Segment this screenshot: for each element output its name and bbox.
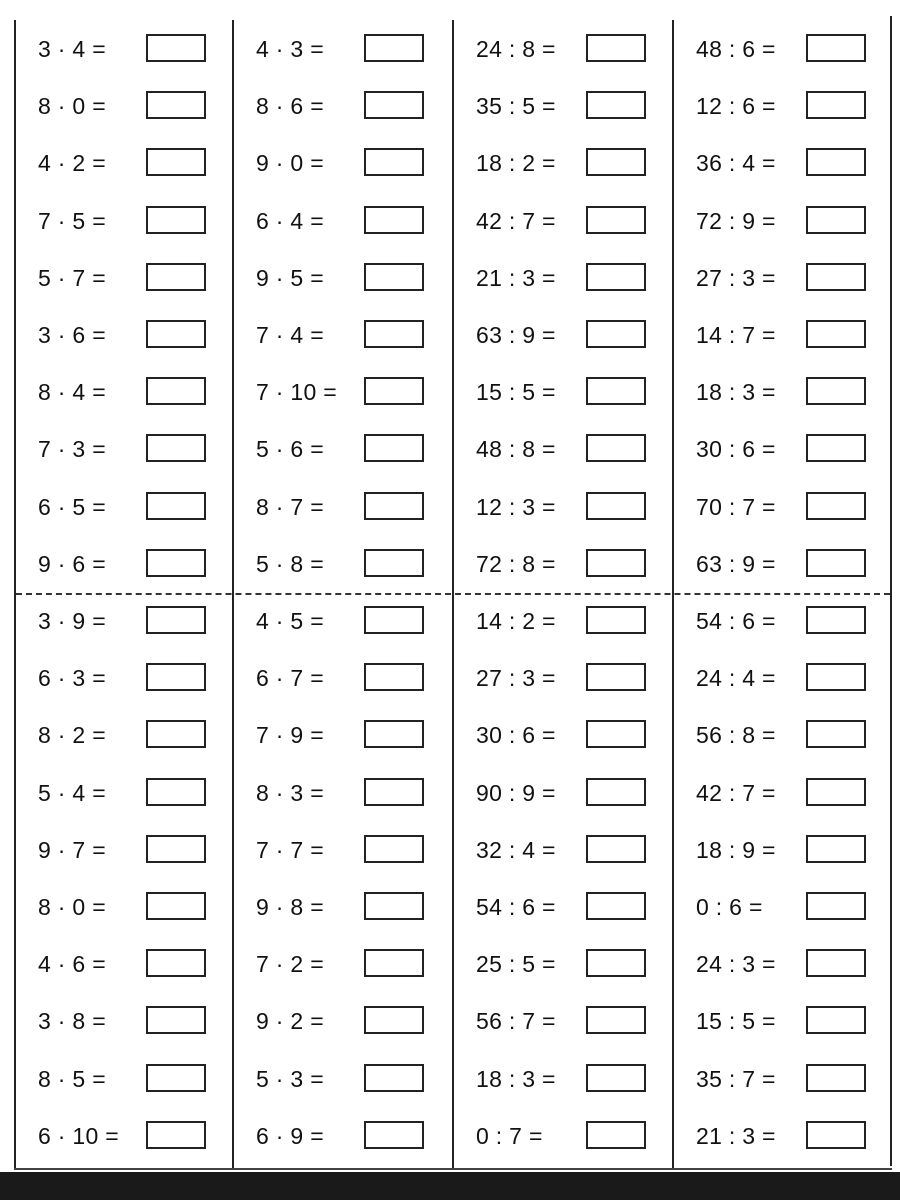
- problem-row: [234, 142, 452, 178]
- problem-expression: 18 : 2 =: [476, 150, 556, 177]
- problem-row: [674, 314, 892, 350]
- problem-row: [674, 1115, 892, 1151]
- answer-box[interactable]: [364, 434, 424, 462]
- problem-row: [16, 1058, 234, 1094]
- problem-expression: 27 : 3 =: [696, 264, 776, 291]
- problem-row: [674, 1000, 892, 1036]
- problem-row: [454, 1115, 672, 1151]
- problem-row: [454, 257, 672, 293]
- answer-box[interactable]: [146, 549, 206, 577]
- problem-expression: 9 · 8 =: [256, 894, 324, 920]
- answer-box[interactable]: [146, 320, 206, 348]
- problem-expression: 8 · 5 =: [38, 1065, 106, 1092]
- problem-expression: 7 · 4 =: [256, 322, 324, 348]
- problem-expression: 18 : 3 =: [476, 1065, 556, 1092]
- problem-expression: 12 : 3 =: [476, 493, 556, 520]
- answer-box[interactable]: [806, 492, 866, 520]
- problem-row: [16, 142, 234, 178]
- problem-row: [16, 257, 234, 293]
- problem-row: [454, 657, 672, 693]
- answer-box[interactable]: [364, 206, 424, 234]
- problem-row: [234, 1058, 452, 1094]
- problem-row: [234, 428, 452, 464]
- problem-expression: 30 : 6 =: [476, 722, 556, 749]
- answer-box[interactable]: [586, 148, 646, 176]
- answer-box[interactable]: [364, 91, 424, 119]
- problem-expression: 3 · 4 =: [38, 36, 106, 62]
- problem-expression: 8 · 3 =: [256, 779, 324, 806]
- problem-row: [454, 85, 672, 121]
- answer-box[interactable]: [146, 377, 206, 405]
- answer-box[interactable]: [146, 34, 206, 62]
- problem-expression: 24 : 8 =: [476, 36, 556, 62]
- problem-row: [234, 200, 452, 236]
- problem-expression: 6 · 7 =: [256, 665, 324, 692]
- answer-box[interactable]: [364, 263, 424, 291]
- problem-expression: 25 : 5 =: [476, 951, 556, 978]
- problem-row: [674, 543, 892, 579]
- problem-row: [234, 371, 452, 407]
- problem-row: [674, 1058, 892, 1094]
- answer-box[interactable]: [364, 377, 424, 405]
- problem-expression: 5 · 7 =: [38, 264, 106, 291]
- problem-expression: 9 · 6 =: [38, 550, 106, 577]
- problem-row: [454, 1058, 672, 1094]
- problem-expression: 63 : 9 =: [476, 322, 556, 348]
- problem-row: [16, 1000, 234, 1036]
- answer-box[interactable]: [364, 1121, 424, 1149]
- problem-expression: 48 : 6 =: [696, 36, 776, 62]
- problem-row: [16, 486, 234, 522]
- column-divider-1: [232, 20, 234, 1170]
- answer-box[interactable]: [364, 663, 424, 691]
- answer-box[interactable]: [586, 892, 646, 920]
- answer-box[interactable]: [586, 91, 646, 119]
- problem-expression: 63 : 9 =: [696, 550, 776, 577]
- problem-expression: 70 : 7 =: [696, 493, 776, 520]
- problem-row: [234, 486, 452, 522]
- problem-row: [16, 200, 234, 236]
- problem-expression: 8 · 4 =: [38, 379, 106, 406]
- answer-box[interactable]: [586, 1006, 646, 1034]
- problem-row: [674, 200, 892, 236]
- answer-box[interactable]: [806, 663, 866, 691]
- answer-box[interactable]: [806, 148, 866, 176]
- problem-row: [16, 543, 234, 579]
- problem-row: [16, 657, 234, 693]
- problem-expression: 42 : 7 =: [696, 779, 776, 806]
- answer-box[interactable]: [146, 434, 206, 462]
- problem-expression: 4 · 2 =: [38, 150, 106, 177]
- problem-row: [234, 257, 452, 293]
- problem-row: [454, 943, 672, 979]
- problem-expression: 7 · 7 =: [256, 836, 324, 863]
- problem-expression: 6 · 10 =: [38, 1122, 120, 1149]
- problem-expression: 7 · 5 =: [38, 207, 106, 234]
- problem-row: [674, 371, 892, 407]
- problem-expression: 6 · 4 =: [256, 207, 324, 234]
- answer-box[interactable]: [586, 835, 646, 863]
- problem-expression: 5 · 3 =: [256, 1065, 324, 1092]
- problem-row: [16, 85, 234, 121]
- problem-row: [454, 314, 672, 350]
- answer-box[interactable]: [586, 34, 646, 62]
- problem-row: [674, 943, 892, 979]
- problem-expression: 8 · 7 =: [256, 493, 324, 520]
- problem-expression: 48 : 8 =: [476, 436, 556, 463]
- problem-expression: 9 · 7 =: [38, 836, 106, 863]
- problem-row: [234, 314, 452, 350]
- problem-row: [16, 28, 234, 64]
- answer-box[interactable]: [806, 892, 866, 920]
- answer-box[interactable]: [364, 549, 424, 577]
- problem-expression: 9 · 2 =: [256, 1008, 324, 1035]
- problem-expression: 54 : 6 =: [696, 608, 776, 634]
- problem-row: [454, 28, 672, 64]
- answer-box[interactable]: [146, 1064, 206, 1092]
- problem-row: [16, 772, 234, 808]
- problem-row: [674, 657, 892, 693]
- problem-row: [674, 85, 892, 121]
- answer-box[interactable]: [364, 1006, 424, 1034]
- problem-expression: 7 · 10 =: [256, 379, 338, 406]
- answer-box[interactable]: [806, 263, 866, 291]
- problem-expression: 27 : 3 =: [476, 665, 556, 692]
- problem-row: [16, 314, 234, 350]
- answer-box[interactable]: [146, 778, 206, 806]
- answer-box[interactable]: [364, 492, 424, 520]
- problem-expression: 36 : 4 =: [696, 150, 776, 177]
- problem-expression: 8 · 0 =: [38, 894, 106, 920]
- problem-expression: 42 : 7 =: [476, 207, 556, 234]
- problem-expression: 18 : 9 =: [696, 836, 776, 863]
- bottom-edge-bar: [0, 1172, 900, 1200]
- answer-box[interactable]: [586, 263, 646, 291]
- problem-expression: 15 : 5 =: [696, 1008, 776, 1035]
- problem-row: [234, 1115, 452, 1151]
- answer-box[interactable]: [586, 720, 646, 748]
- problem-row: [16, 829, 234, 865]
- problem-row: [454, 1000, 672, 1036]
- problem-row: [454, 543, 672, 579]
- problem-row: [454, 371, 672, 407]
- problem-expression: 35 : 7 =: [696, 1065, 776, 1092]
- answer-box[interactable]: [364, 320, 424, 348]
- answer-box[interactable]: [364, 148, 424, 176]
- answer-box[interactable]: [146, 949, 206, 977]
- answer-box[interactable]: [364, 720, 424, 748]
- problem-expression: 21 : 3 =: [476, 264, 556, 291]
- answer-box[interactable]: [586, 492, 646, 520]
- problem-expression: 18 : 3 =: [696, 379, 776, 406]
- problem-row: [234, 1000, 452, 1036]
- problem-row: [674, 829, 892, 865]
- problem-expression: 0 : 7 =: [476, 1122, 543, 1149]
- answer-box[interactable]: [364, 835, 424, 863]
- answer-box[interactable]: [586, 1064, 646, 1092]
- problem-expression: 14 : 2 =: [476, 608, 556, 634]
- right-border-line: [890, 16, 892, 1166]
- problem-row: [234, 85, 452, 121]
- bottom-border-line: [14, 1168, 892, 1170]
- answer-box[interactable]: [364, 892, 424, 920]
- problem-row: [234, 829, 452, 865]
- problem-expression: 32 : 4 =: [476, 836, 556, 863]
- answer-box[interactable]: [586, 377, 646, 405]
- problem-expression: 90 : 9 =: [476, 779, 556, 806]
- answer-box[interactable]: [146, 492, 206, 520]
- answer-box[interactable]: [364, 606, 424, 634]
- problem-row: [234, 28, 452, 64]
- problem-row: [16, 943, 234, 979]
- answer-box[interactable]: [806, 377, 866, 405]
- answer-box[interactable]: [586, 663, 646, 691]
- problem-row: [674, 886, 892, 922]
- answer-box[interactable]: [806, 835, 866, 863]
- problem-expression: 14 : 7 =: [696, 322, 776, 348]
- column-divider-2: [452, 20, 454, 1170]
- column-divider-3: [672, 20, 674, 1170]
- problem-row: [234, 886, 452, 922]
- problem-row: [16, 886, 234, 922]
- problem-expression: 24 : 3 =: [696, 951, 776, 978]
- problem-row: [454, 428, 672, 464]
- problem-row: [674, 486, 892, 522]
- problem-row: [16, 1115, 234, 1151]
- problem-row: [674, 714, 892, 750]
- answer-box[interactable]: [806, 320, 866, 348]
- problem-expression: 6 · 9 =: [256, 1122, 324, 1149]
- problem-row: [674, 428, 892, 464]
- answer-box[interactable]: [364, 949, 424, 977]
- answer-box[interactable]: [586, 434, 646, 462]
- answer-box[interactable]: [146, 720, 206, 748]
- problem-expression: 35 : 5 =: [476, 93, 556, 120]
- problem-expression: 0 : 6 =: [696, 894, 763, 920]
- problem-expression: 7 · 9 =: [256, 722, 324, 749]
- problem-expression: 8 · 2 =: [38, 722, 106, 749]
- problem-row: [454, 600, 672, 636]
- problem-expression: 9 · 0 =: [256, 150, 324, 177]
- problem-expression: 24 : 4 =: [696, 665, 776, 692]
- answer-box[interactable]: [364, 1064, 424, 1092]
- answer-box[interactable]: [146, 892, 206, 920]
- answer-box[interactable]: [806, 606, 866, 634]
- section-divider-dashed: [16, 593, 890, 595]
- problem-row: [16, 371, 234, 407]
- problem-expression: 72 : 9 =: [696, 207, 776, 234]
- answer-box[interactable]: [806, 434, 866, 462]
- problem-row: [234, 657, 452, 693]
- answer-box[interactable]: [806, 1121, 866, 1149]
- problem-expression: 6 · 5 =: [38, 493, 106, 520]
- problem-row: [16, 428, 234, 464]
- answer-box[interactable]: [146, 1006, 206, 1034]
- answer-box[interactable]: [586, 606, 646, 634]
- answer-box[interactable]: [146, 606, 206, 634]
- problem-row: [234, 600, 452, 636]
- problem-row: [234, 543, 452, 579]
- problem-expression: 3 · 6 =: [38, 322, 106, 348]
- problem-row: [674, 600, 892, 636]
- answer-box[interactable]: [806, 949, 866, 977]
- answer-box[interactable]: [586, 549, 646, 577]
- problem-expression: 3 · 8 =: [38, 1008, 106, 1035]
- problem-expression: 72 : 8 =: [476, 550, 556, 577]
- answer-box[interactable]: [806, 1006, 866, 1034]
- problem-expression: 15 : 5 =: [476, 379, 556, 406]
- problem-expression: 8 · 0 =: [38, 93, 106, 120]
- problem-row: [454, 486, 672, 522]
- problem-expression: 30 : 6 =: [696, 436, 776, 463]
- problem-expression: 5 · 4 =: [38, 779, 106, 806]
- problem-row: [454, 772, 672, 808]
- problem-row: [16, 600, 234, 636]
- answer-box[interactable]: [146, 91, 206, 119]
- problem-expression: 4 · 6 =: [38, 951, 106, 978]
- answer-box[interactable]: [146, 663, 206, 691]
- problem-row: [234, 943, 452, 979]
- answer-box[interactable]: [806, 778, 866, 806]
- answer-box[interactable]: [586, 949, 646, 977]
- answer-box[interactable]: [146, 206, 206, 234]
- problem-expression: 7 · 2 =: [256, 951, 324, 978]
- problem-expression: 9 · 5 =: [256, 264, 324, 291]
- problem-row: [674, 257, 892, 293]
- problem-expression: 3 · 9 =: [38, 608, 106, 634]
- problem-row: [674, 772, 892, 808]
- answer-box[interactable]: [364, 34, 424, 62]
- problem-row: [454, 829, 672, 865]
- problem-expression: 56 : 7 =: [476, 1008, 556, 1035]
- problem-row: [454, 200, 672, 236]
- problem-expression: 54 : 6 =: [476, 894, 556, 920]
- answer-box[interactable]: [146, 1121, 206, 1149]
- problem-expression: 8 · 6 =: [256, 93, 324, 120]
- problem-row: [674, 142, 892, 178]
- problem-row: [234, 772, 452, 808]
- answer-box[interactable]: [146, 835, 206, 863]
- answer-box[interactable]: [806, 549, 866, 577]
- answer-box[interactable]: [806, 206, 866, 234]
- problem-row: [234, 714, 452, 750]
- answer-box[interactable]: [806, 91, 866, 119]
- problem-row: [454, 886, 672, 922]
- problem-row: [16, 714, 234, 750]
- answer-box[interactable]: [806, 34, 866, 62]
- problem-expression: 5 · 6 =: [256, 436, 324, 463]
- problem-expression: 4 · 3 =: [256, 36, 324, 62]
- problem-expression: 5 · 8 =: [256, 550, 324, 577]
- answer-box[interactable]: [586, 1121, 646, 1149]
- answer-box[interactable]: [586, 778, 646, 806]
- answer-box[interactable]: [146, 148, 206, 176]
- answer-box[interactable]: [364, 778, 424, 806]
- problem-row: [454, 142, 672, 178]
- answer-box[interactable]: [586, 206, 646, 234]
- answer-box[interactable]: [586, 320, 646, 348]
- answer-box[interactable]: [806, 1064, 866, 1092]
- problem-row: [454, 714, 672, 750]
- left-border-line: [14, 20, 16, 1170]
- problem-expression: 7 · 3 =: [38, 436, 106, 463]
- problem-expression: 56 : 8 =: [696, 722, 776, 749]
- problem-expression: 6 · 3 =: [38, 665, 106, 692]
- answer-box[interactable]: [806, 720, 866, 748]
- problem-expression: 12 : 6 =: [696, 93, 776, 120]
- answer-box[interactable]: [146, 263, 206, 291]
- problem-expression: 21 : 3 =: [696, 1122, 776, 1149]
- problem-expression: 4 · 5 =: [256, 608, 324, 634]
- problem-row: [674, 28, 892, 64]
